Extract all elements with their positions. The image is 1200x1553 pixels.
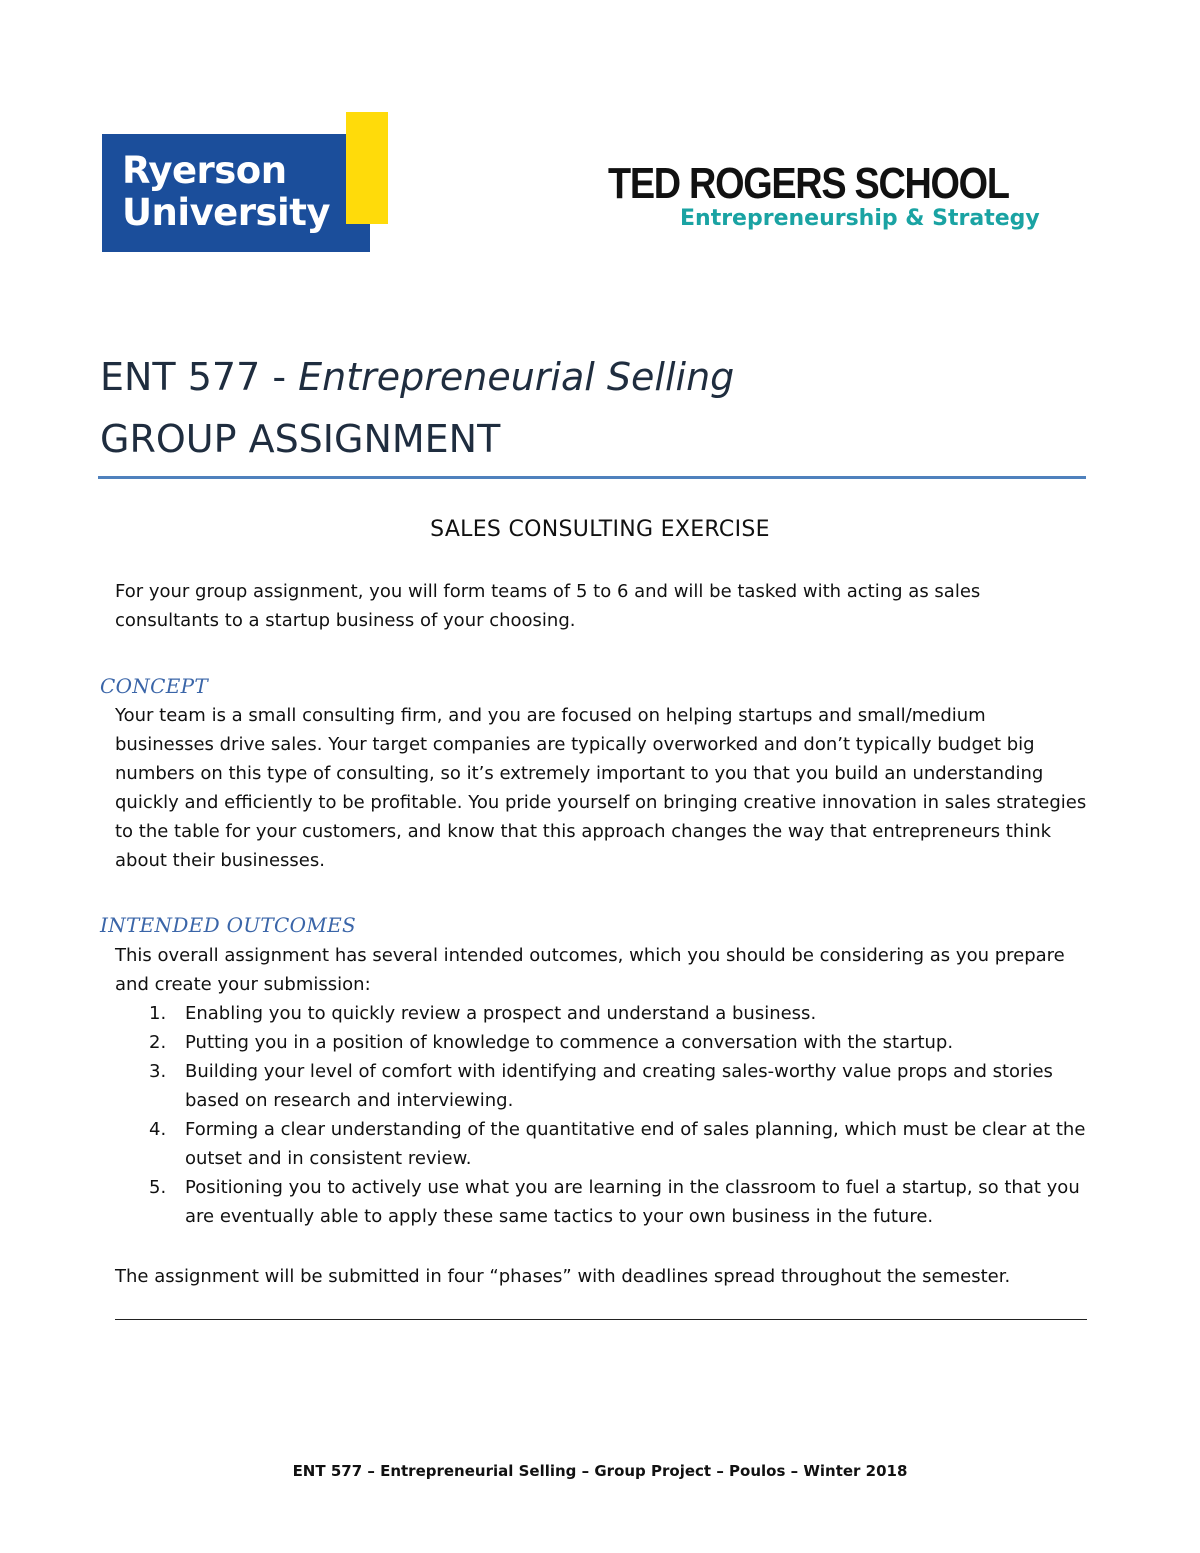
ted-rogers-school-subtitle: Entrepreneurship & Strategy: [680, 206, 1040, 231]
list-item: [115, 1173, 1090, 1231]
course-name: Entrepreneurial Selling: [298, 355, 735, 399]
outcomes-heading: INTENDED OUTCOMES: [100, 913, 357, 937]
list-item-number: 2.: [149, 1032, 167, 1053]
closing-paragraph: The assignment will be submitted in four “phases” with deadlines spread throughout the semester.: [115, 1266, 1011, 1287]
list-item-text: Enabling you to quickly review a prospect and understand a business.: [185, 1003, 817, 1024]
list-item-number: 4.: [149, 1119, 167, 1140]
course-code: ENT 577 -: [100, 355, 299, 399]
course-title: [100, 352, 734, 402]
ryerson-logo-line2: University: [122, 191, 331, 234]
ryerson-logo-wordmark: [122, 150, 330, 234]
list-item-text: Putting you in a position of knowledge to commence a conversation with the startup.: [185, 1032, 954, 1053]
list-item-text: Building your level of comfort with identifying and creating sales-worthy value props and stories based on research and interviewing.: [185, 1061, 1053, 1111]
intro-paragraph: For your group assignment, you will form teams of 5 to 6 and will be tasked with acting as sales consultants to a startup business of your choosing.: [115, 581, 981, 631]
list-item: [115, 999, 1090, 1028]
ryerson-logo-line1: Ryerson: [122, 149, 287, 192]
ryerson-university-logo: [102, 112, 388, 252]
list-item-text: Forming a clear understanding of the quantitative end of sales planning, which must be clear at the outset and in consistent review.: [185, 1119, 1086, 1169]
list-item-number: 5.: [149, 1177, 167, 1198]
list-item: [115, 1057, 1090, 1115]
ted-rogers-school-name: TED ROGERS SCHOOL: [608, 159, 1009, 208]
title-divider: [98, 476, 1086, 479]
list-item: [115, 1028, 1090, 1057]
list-item: [115, 1115, 1090, 1173]
ted-rogers-school-logo: [608, 159, 1040, 240]
list-item-number: 1.: [149, 1003, 167, 1024]
exercise-heading: SALES CONSULTING EXERCISE: [430, 517, 770, 542]
list-item-number: 3.: [149, 1061, 167, 1082]
page-footer: ENT 577 – Entrepreneurial Selling – Group Project – Poulos – Winter 2018: [292, 1462, 908, 1480]
concept-heading: CONCEPT: [100, 674, 208, 698]
footer-divider: [115, 1319, 1087, 1320]
outcomes-list: [115, 999, 1090, 1231]
outcomes-intro-paragraph: This overall assignment has several intended outcomes, which you should be considering as you prepare and create your submission:: [115, 945, 1065, 995]
concept-paragraph: Your team is a small consulting firm, and you are focused on helping startups and small/medium businesses drive sales. Your target companies are typically overworked and don’t typically budget big numbers on this type of consulting, so it’s extremely important to you that you build an understanding quickly and efficiently to be profitable. You pride yourself on bringing creative innovation in sales strategies to the table for your customers, and know that this approach changes the way that entrepreneurs think about their businesses.: [115, 705, 1087, 871]
assignment-title: GROUP ASSIGNMENT: [100, 417, 501, 461]
ryerson-logo-yellow-bar: [346, 112, 388, 224]
list-item-text: Positioning you to actively use what you are learning in the classroom to fuel a startup, so that you are eventually able to apply these same tactics to your own business in the future.: [185, 1177, 1080, 1227]
